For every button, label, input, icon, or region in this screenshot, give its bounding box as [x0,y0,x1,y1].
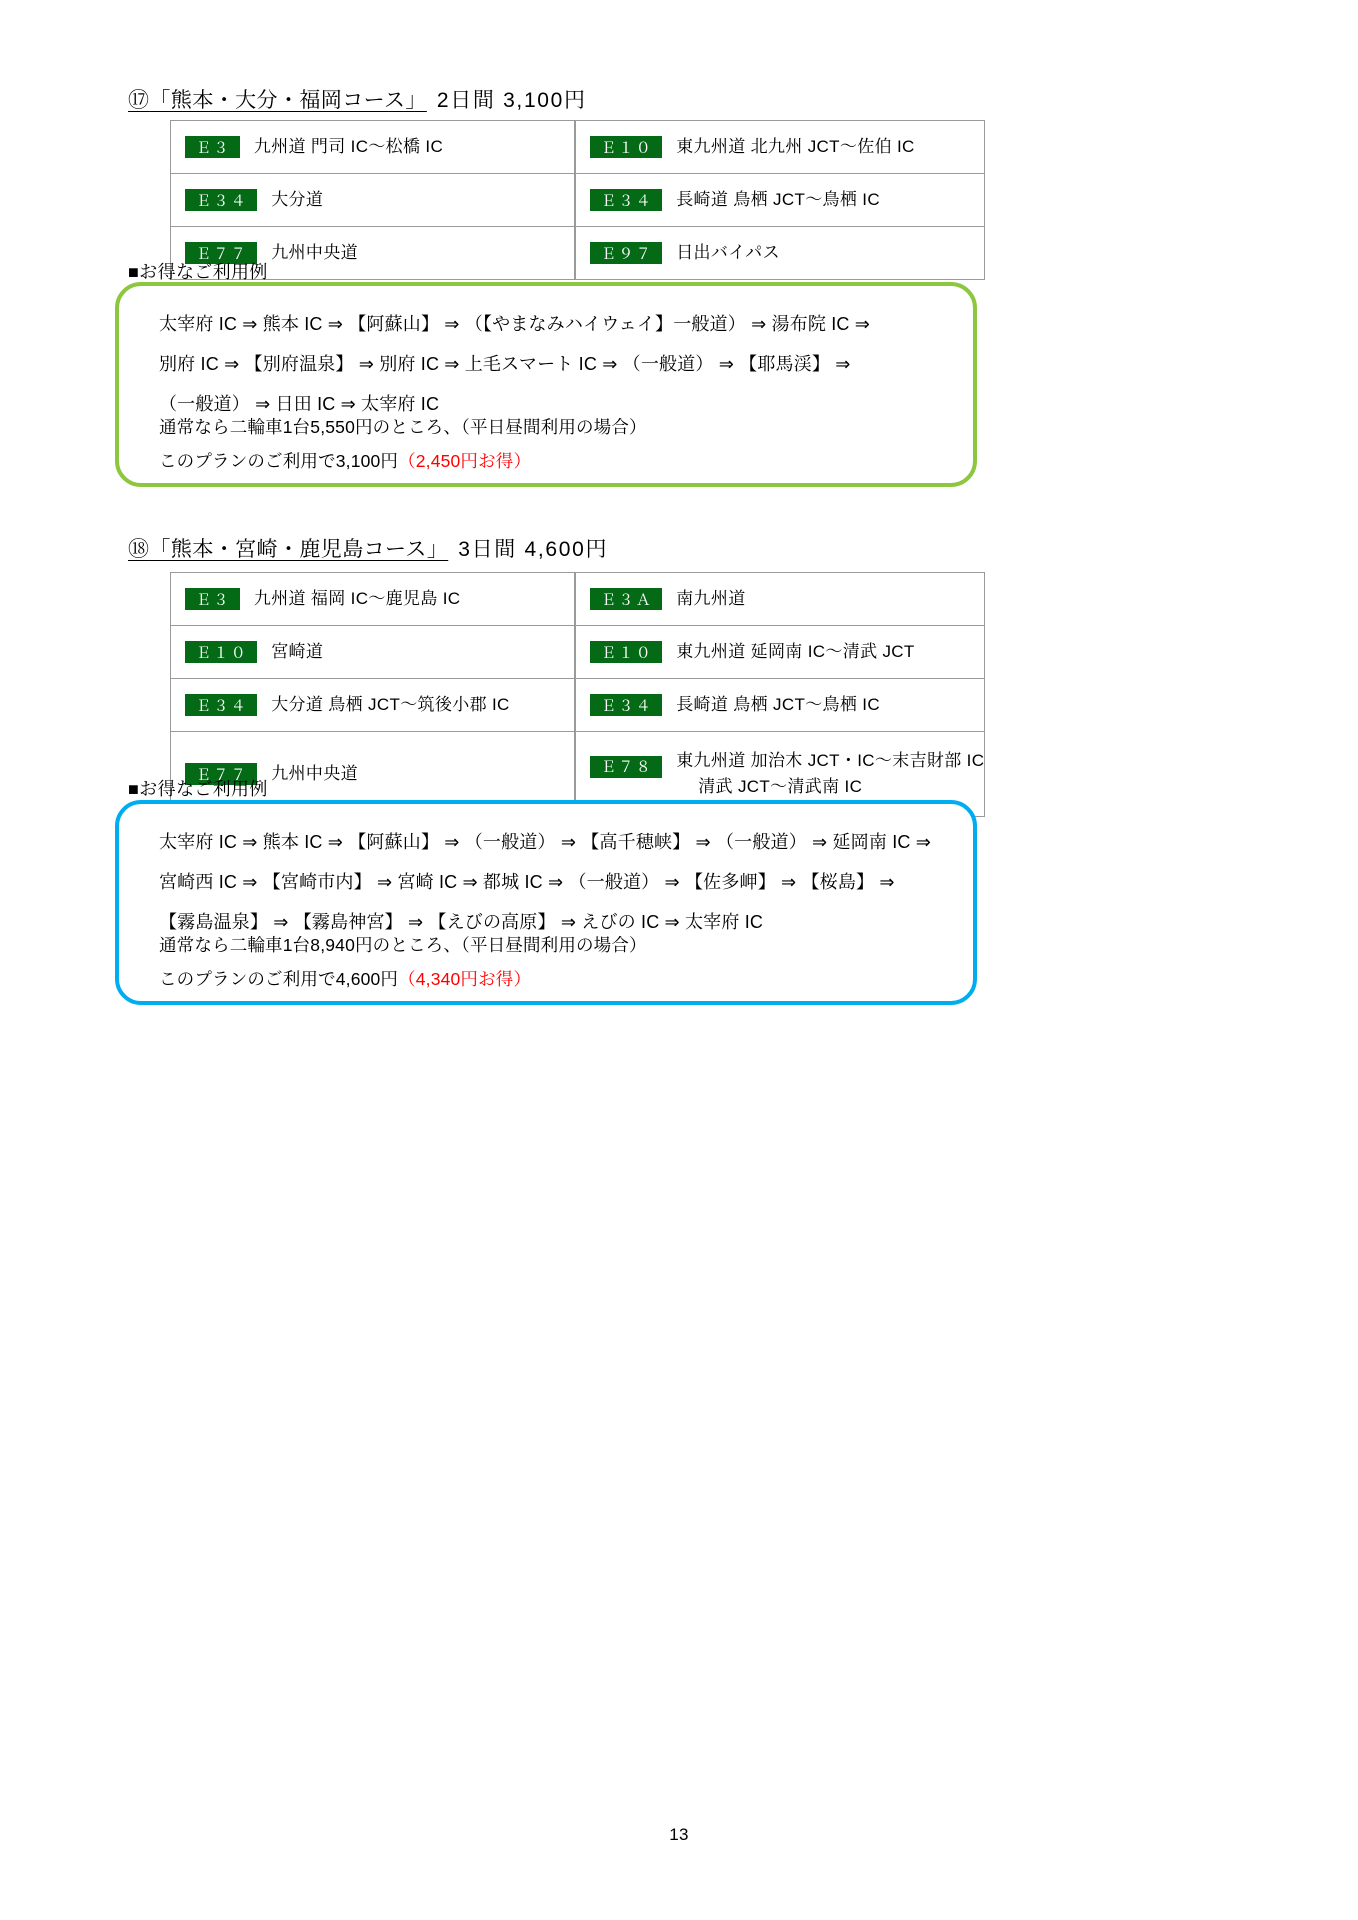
road-name: 長崎道 鳥栖 JCT〜鳥栖 IC [676,694,880,714]
route-badge-icon: Ｅ３４ [590,694,662,716]
road-name-line2: 清武 JCT〜清武南 IC [698,777,863,796]
route-badge-icon: Ｅ７７ [185,763,257,785]
table-row [576,174,985,227]
course-18-heading [128,537,608,562]
route-line: （一般道） ⇒ 日田 IC ⇒ 太宰府 IC [159,394,440,414]
table-row [171,626,575,679]
course-17-number: ⑰ [128,89,150,112]
road-cell [171,626,575,679]
course-18-road-table-right [575,572,985,817]
route-line: 宮崎西 IC ⇒ 【宮崎市内】 ⇒ 宮崎 IC ⇒ 都城 IC ⇒ （一般道） ⇒ 【佐多岬】 ⇒ 【桜島】 ⇒ [159,872,895,892]
discount-amount: （4,340円お得） [398,969,532,989]
course-18-title: 「熊本・宮崎・鹿児島コース」 [149,538,449,561]
road-name: 日出バイパス [676,242,780,262]
table-row [576,626,985,679]
route-badge-icon: Ｅ３ [185,136,240,158]
table-row [576,573,985,626]
course-18-duration-price: 3日間 4,600円 [458,538,609,561]
route-line: 太宰府 IC ⇒ 熊本 IC ⇒ 【阿蘇山】 ⇒ （【やまなみハイウェイ】一般道） ⇒ 湯布院 IC ⇒ [159,314,871,334]
road-cell [576,573,985,626]
plan-price-line [159,444,647,478]
route-badge-icon: Ｅ３ [185,588,240,610]
table-row [576,679,985,732]
road-name: 九州中央道 [271,763,358,783]
road-name: 九州道 門司 IC〜松橋 IC [253,136,444,156]
road-name: 九州道 福岡 IC〜鹿児島 IC [253,588,461,608]
road-name: 大分道 鳥栖 JCT〜筑後小郡 IC [271,694,510,714]
course-18-pricing [159,928,647,996]
table-row [171,174,575,227]
route-badge-icon: Ｅ３４ [590,189,662,211]
route-badge-icon: Ｅ３４ [185,694,257,716]
route-badge-icon: Ｅ３４ [185,189,257,211]
road-name-multiline [676,748,984,801]
road-cell [576,121,985,174]
road-cell [576,227,985,280]
page-number: 13 [669,1825,689,1844]
road-name: 東九州道 延岡南 IC〜清武 JCT [676,641,915,661]
course-18-example-label: ■お得なご利用例 [128,779,268,799]
table-row [171,679,575,732]
route-badge-icon: Ｅ１０ [590,641,662,663]
discount-amount: （2,450円お得） [398,451,532,471]
route-line: 【霧島温泉】 ⇒ 【霧島神宮】 ⇒ 【えびの高原】 ⇒ えびの IC ⇒ 太宰府 IC [159,912,764,932]
route-badge-icon: Ｅ７７ [185,242,257,264]
course-17-road-table-right [575,120,985,280]
course-18-route [159,822,931,942]
road-name: 東九州道 北九州 JCT〜佐伯 IC [676,136,915,156]
road-name: 南九州道 [676,588,746,608]
route-badge-icon: Ｅ９７ [590,242,662,264]
road-name: 九州中央道 [271,242,358,262]
road-name: 大分道 [271,189,324,209]
road-cell [576,174,985,227]
road-name: 長崎道 鳥栖 JCT〜鳥栖 IC [676,189,880,209]
table-row [576,227,985,280]
course-17-duration-price: 2日間 3,100円 [436,89,587,112]
course-18-example-box [115,800,977,1005]
table-row [171,121,575,174]
table-row [576,121,985,174]
plan-price-line [159,962,647,996]
road-cell [171,174,575,227]
course-17-pricing [159,410,647,478]
course-18-number: ⑱ [128,538,150,561]
plan-price-text: このプランのご利用で3,100円 [159,451,399,471]
route-line: 別府 IC ⇒ 【別府温泉】 ⇒ 別府 IC ⇒ 上毛スマート IC ⇒ （一般道） ⇒ 【耶馬渓】 ⇒ [159,354,851,374]
route-badge-icon: Ｅ３Ａ [590,588,662,610]
course-17-title: 「熊本・大分・福岡コース」 [149,89,427,112]
normal-price-text: 通常なら二輪車1台8,940円のところ、（平日昼間利用の場合） [159,935,647,955]
course-17-example-label: ■お得なご利用例 [128,262,268,282]
route-line: 太宰府 IC ⇒ 熊本 IC ⇒ 【阿蘇山】 ⇒ （一般道） ⇒ 【高千穂峡】 ⇒ （一般道） ⇒ 延岡南 IC ⇒ [159,832,932,852]
route-badge-icon: Ｅ１０ [185,641,257,663]
route-badge-icon: Ｅ１０ [590,136,662,158]
course-17-example-box [115,282,977,487]
road-name: 宮崎道 [271,641,324,661]
road-cell [171,573,575,626]
road-cell [576,626,985,679]
road-cell [171,121,575,174]
course-17-road-table-left [170,120,575,280]
road-cell [576,679,985,732]
course-17-heading [128,88,587,113]
plan-price-text: このプランのご利用で4,600円 [159,969,399,989]
road-cell [171,679,575,732]
normal-price-text: 通常なら二輪車1台5,550円のところ、（平日昼間利用の場合） [159,417,647,437]
route-badge-icon: Ｅ７８ [590,756,662,778]
road-name-line1: 東九州道 加治木 JCT・IC〜末吉財部 IC [676,750,985,770]
course-17-route [159,304,870,424]
table-row [171,573,575,626]
